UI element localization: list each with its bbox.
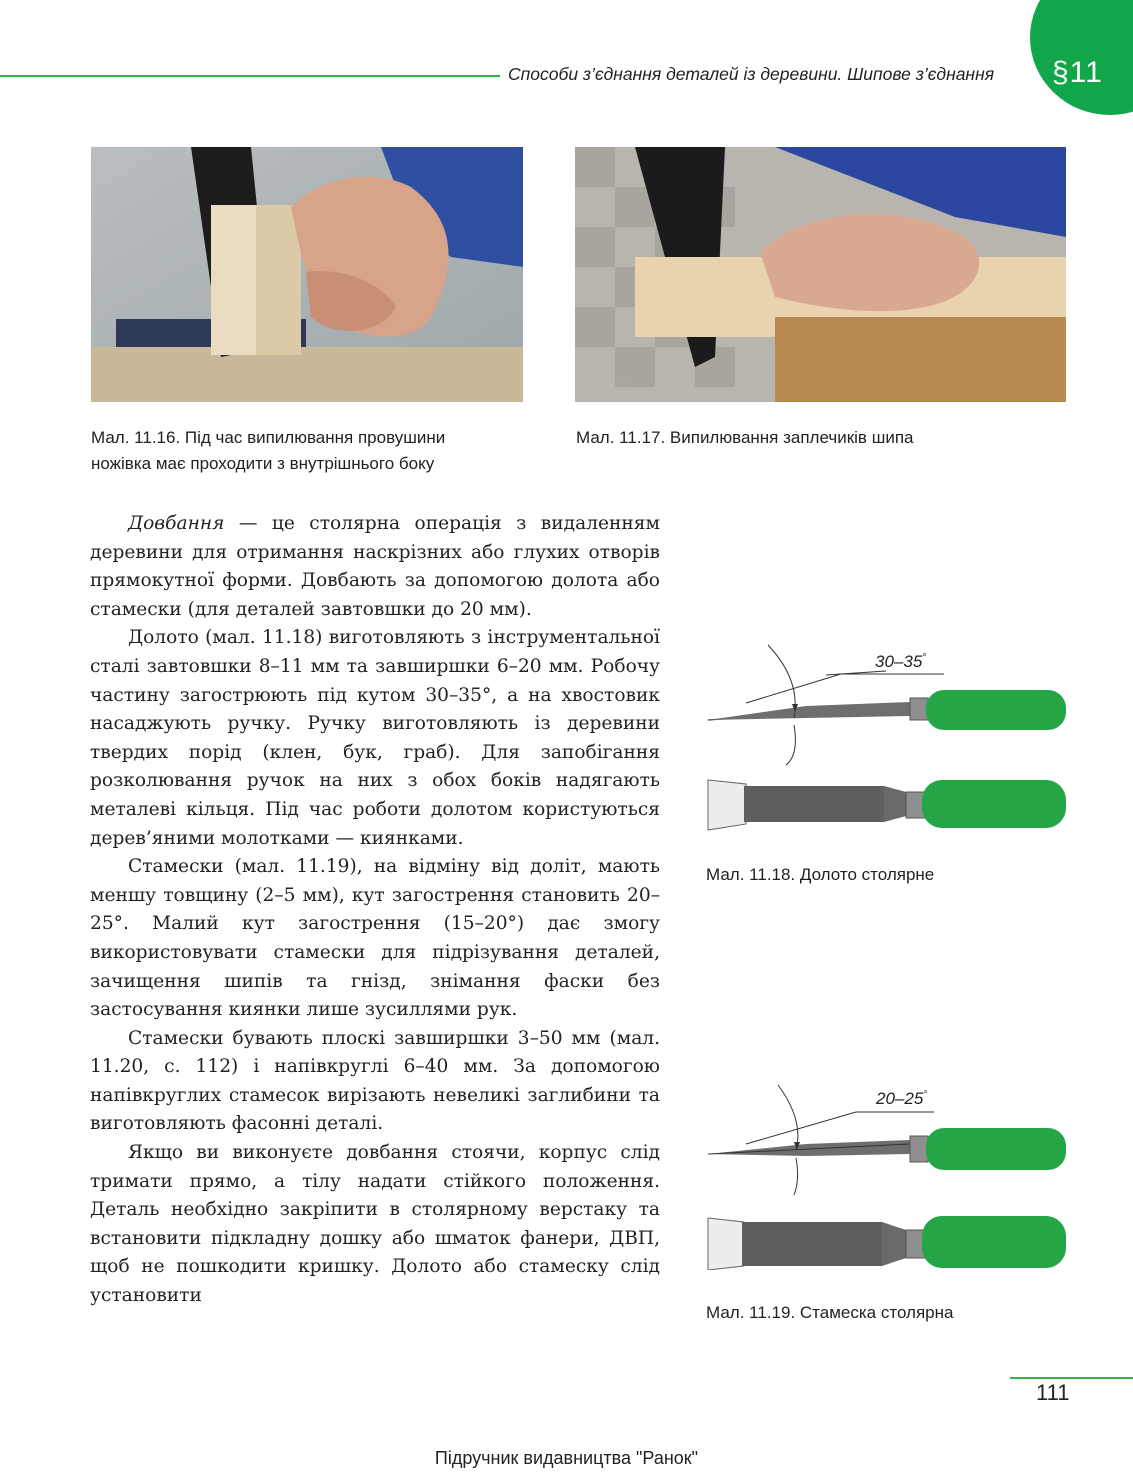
- paragraph: Стамески (мал. 11.19), на відміну від доліт, мають меншу товщину (2–5 мм), кут загострення становить 20–25°. Малий кут загострення (15–20°) дає змогу використовувати стамески для підрізування деталей, зачищення шипів та гнізд, знімання фаски без застосування киянки лише зусиллями рук.: [90, 856, 660, 1021]
- caption-line: ножівка має проходити з внутрішнього боку: [91, 454, 435, 473]
- caption-line: Мал. 11.16. Під час випилювання провушини: [91, 428, 446, 447]
- caption-fig-11-17: Мал. 11.17. Випилювання заплечиків шипа: [576, 428, 914, 447]
- section-number: §11: [1052, 56, 1103, 89]
- paragraph: Долото (мал. 11.18) виготовляють з інструментальної сталі завтовшки 8–11 мм та завширшки 6–20 мм. Робочу частину загострюють під кутом 30–35°, а на хвостовик насаджують ручку. Ручку виготовляють із деревини твердих порід (клен, бук, граб). Для запобігання розколювання ручок на них з обох боків надягають металеві кільця. Під час роботи долотом користуються дерев’яними молотками — киянками.: [90, 627, 660, 849]
- footer-rule: [1010, 1377, 1133, 1379]
- running-header-title: Способи з’єднання деталей із деревини. Шипове з’єднання: [508, 64, 995, 84]
- paragraph: Якщо ви виконуєте довбання стоячи, корпус слід тримати прямо, а тілу надати стійкого положення. Деталь необхідно закріпити в столярному верстаку та встановити підкладну дошку або шматок фанери, ДВП, щоб не пошкодити кришку. Долото або стамеску слід установити: [90, 1142, 660, 1307]
- publisher-note: Підручник видавництва "Ранок": [434, 1448, 699, 1468]
- degree-sign: °: [922, 652, 927, 664]
- page-number: 111: [1036, 1380, 1070, 1405]
- angle-label-30-35: [875, 652, 926, 672]
- angle-label-20-25: [876, 1089, 927, 1109]
- photo-sawing-tenon-shoulders: [575, 147, 1066, 402]
- caption-fig-11-16: [91, 425, 551, 477]
- paragraph-text: — це столярна операція з видаленням деревини для отримання наскрізних або глухих отворів прямокутної форми. Довбають за допомогою долота або стамески (для деталей завтовшки до 20 мм).: [90, 513, 660, 620]
- header-rule: [0, 75, 500, 77]
- angle-value: 20–25: [876, 1089, 924, 1108]
- degree-sign: °: [923, 1089, 928, 1101]
- paragraph: Стамески бувають плоскі завширшки 3–50 мм (мал. 11.20, с. 112) і напівкруглі 6–40 мм. За допомогою напівкруглих стамесок вирізають невеликі заглибини та виготовляють фасонні деталі.: [90, 1027, 660, 1135]
- paragraph: [90, 510, 660, 624]
- photo-sawing-mortise: [91, 147, 523, 402]
- body-text: [90, 510, 660, 1311]
- caption-fig-11-18: Мал. 11.18. Долото столярне: [706, 865, 935, 884]
- angle-value: 30–35: [875, 652, 923, 671]
- caption-fig-11-19: Мал. 11.19. Стамеска столярна: [706, 1303, 954, 1322]
- term-dovbannya: Довбання: [128, 513, 225, 534]
